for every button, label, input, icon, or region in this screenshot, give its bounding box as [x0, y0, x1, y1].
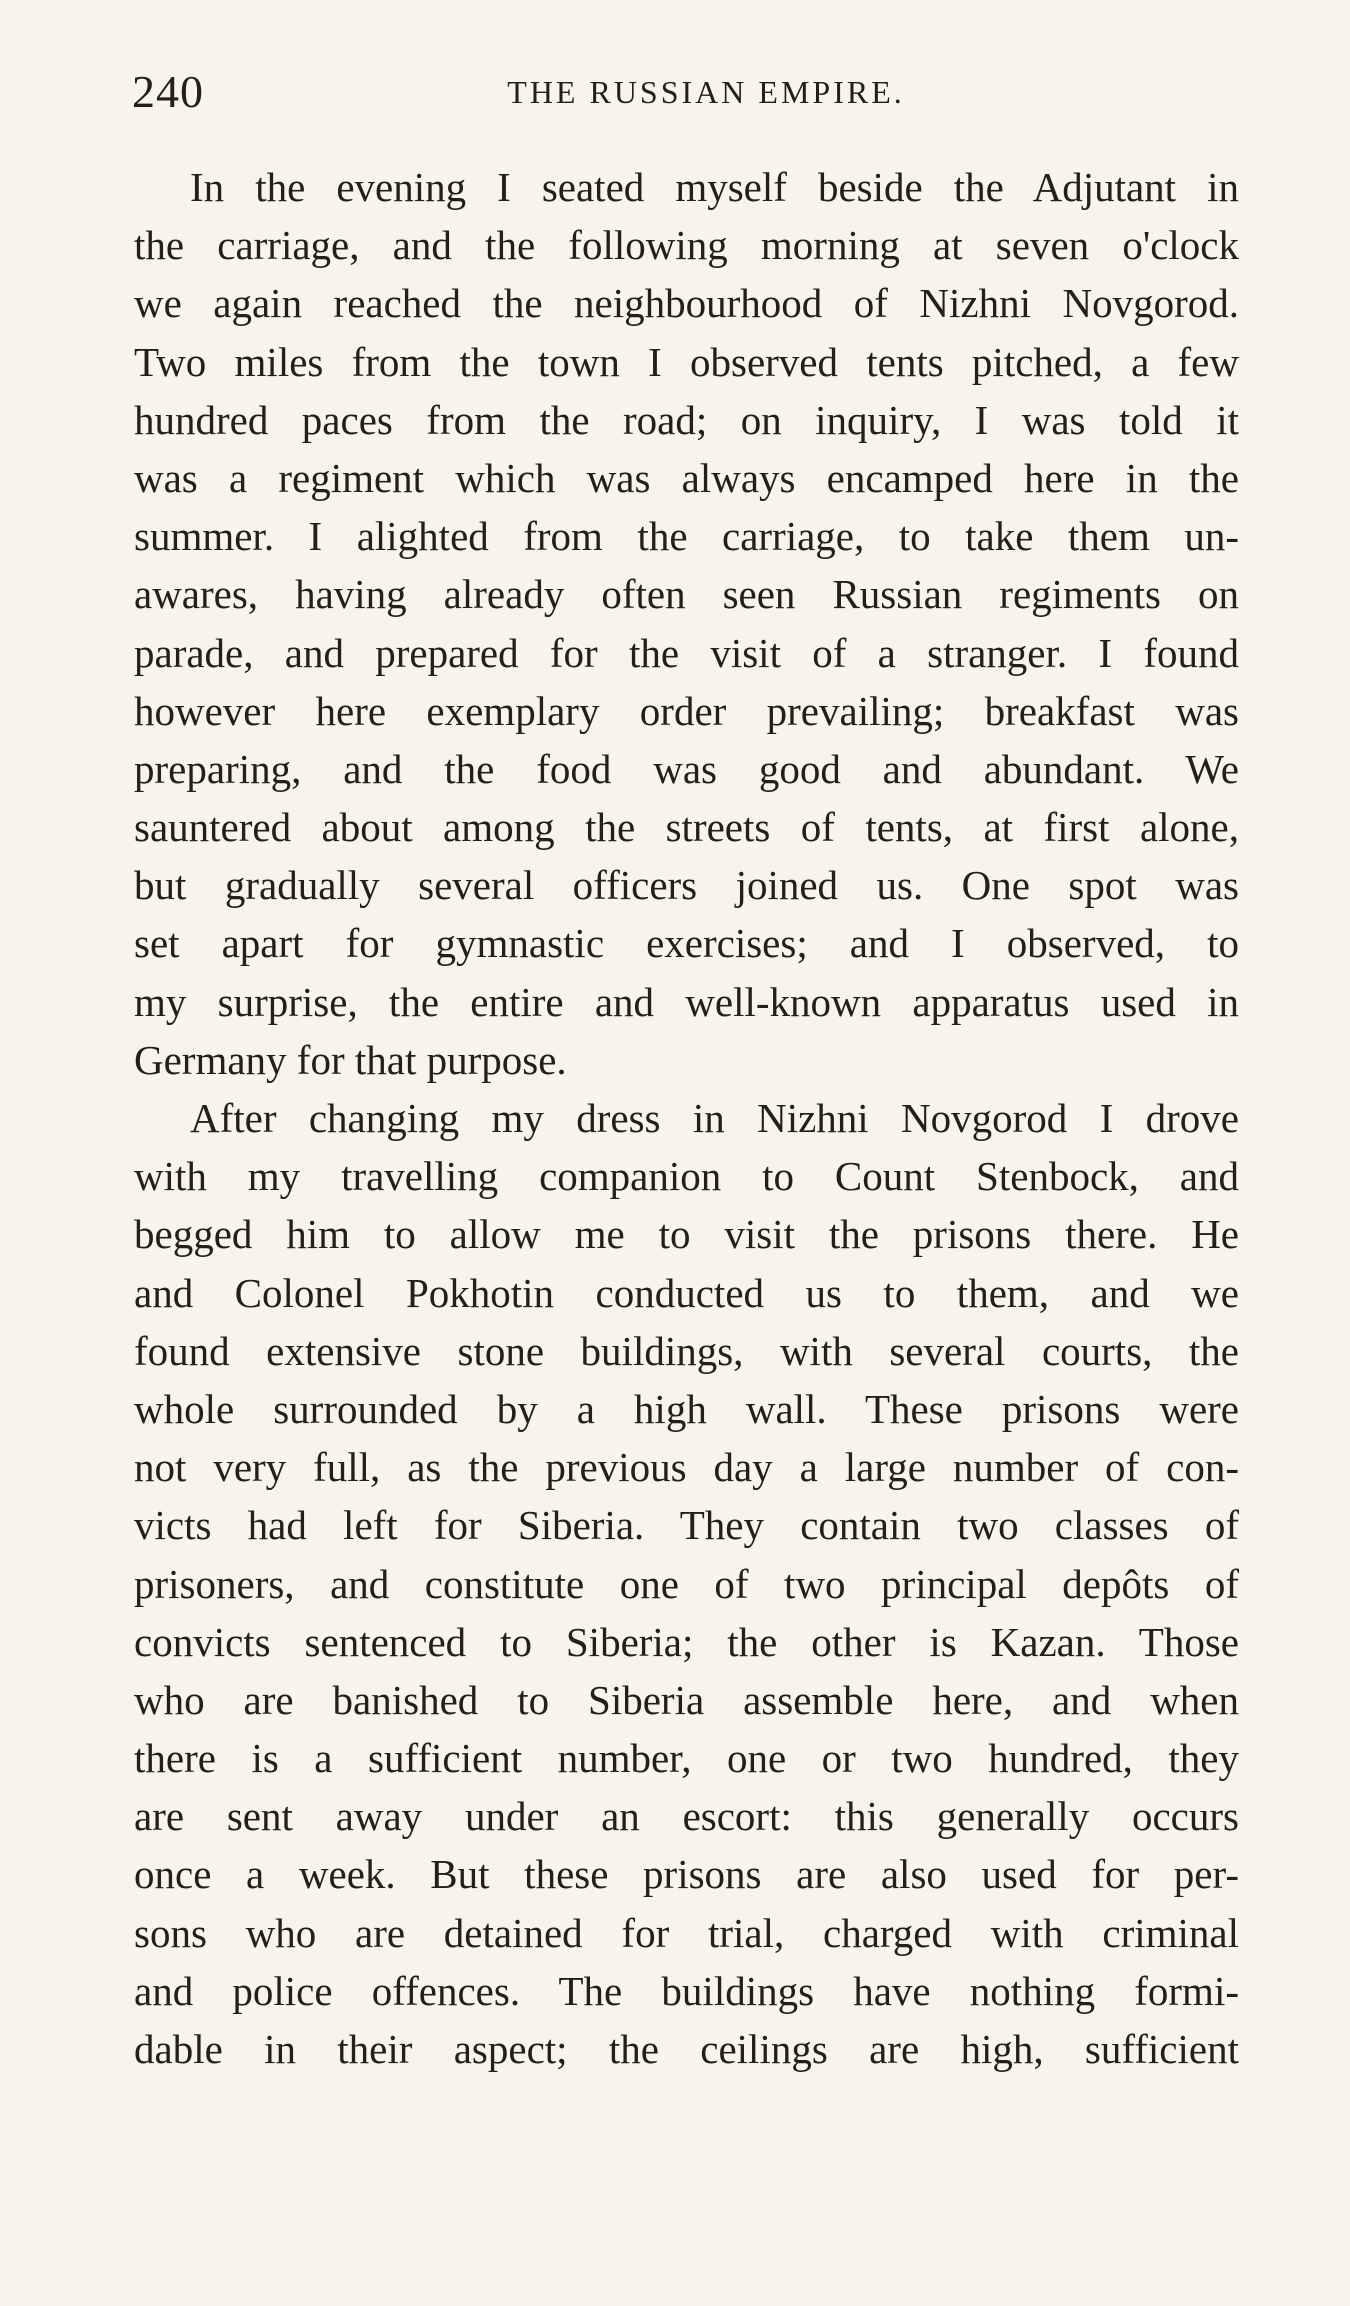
text-line: found extensive stone buildings, with several courts, the: [134, 1327, 1239, 1374]
text-line: sauntered about among the streets of tents, at first alone,: [134, 804, 1239, 851]
running-title: THE RUSSIAN EMPIRE.: [507, 74, 905, 110]
text-line: summer. I alighted from the carriage, to take them un-: [134, 513, 1239, 560]
text-line: preparing, and the food was good and abundant. We: [134, 745, 1239, 792]
text-line: was a regiment which was always encamped here in the: [134, 454, 1239, 501]
text-line: prisoners, and constitute one of two principal depôts of: [134, 1560, 1239, 1607]
body-text: [134, 158, 1239, 2078]
text-line: hundred paces from the road; on inquiry, I was told it: [134, 396, 1239, 443]
text-line: but gradually several officers joined us. One spot was: [134, 862, 1239, 909]
text-line: however here exemplary order prevailing; breakfast was: [134, 687, 1239, 734]
text-line: and Colonel Pokhotin conducted us to them, and we: [134, 1269, 1239, 1316]
text-line: with my travelling companion to Count Stenbock, and: [134, 1153, 1239, 1200]
text-line: are sent away under an escort: this generally occurs: [134, 1793, 1239, 1840]
text-line: who are banished to Siberia assemble here, and when: [134, 1676, 1239, 1723]
text-line: Germany for that purpose.: [134, 1036, 567, 1083]
text-line: set apart for gymnastic exercises; and I observed, to: [134, 920, 1239, 967]
text-line: my surprise, the entire and well-known apparatus used in: [134, 978, 1239, 1025]
text-line: once a week. But these prisons are also used for per-: [134, 1851, 1239, 1898]
text-line: convicts sentenced to Siberia; the other is Kazan. Those: [134, 1618, 1239, 1665]
text-line: the carriage, and the following morning at seven o'clock: [134, 222, 1239, 269]
text-line: not very full, as the previous day a large number of con-: [134, 1444, 1239, 1491]
text-line: there is a sufficient number, one or two hundred, they: [134, 1735, 1239, 1782]
text-line: awares, having already often seen Russian regiments on: [134, 571, 1239, 618]
text-line: dable in their aspect; the ceilings are high, sufficient: [134, 2026, 1239, 2072]
text-line: whole surrounded by a high wall. These prisons were: [134, 1385, 1239, 1432]
text-line: sons who are detained for trial, charged with criminal: [134, 1909, 1239, 1956]
text-line: In the evening I seated myself beside the Adjutant in: [190, 164, 1239, 210]
text-line: victs had left for Siberia. They contain two classes of: [134, 1502, 1239, 1549]
text-line: After changing my dress in Nizhni Novgorod I drove: [190, 1095, 1239, 1141]
text-line: we again reached the neighbourhood of Nizhni Novgorod.: [134, 280, 1239, 327]
page-number: 240: [132, 66, 204, 117]
text-line: and police offences. The buildings have nothing formi-: [134, 1967, 1239, 2014]
text-line: begged him to allow me to visit the prisons there. He: [134, 1211, 1239, 1258]
text-line: Two miles from the town I observed tents pitched, a few: [134, 338, 1239, 385]
running-head: [132, 62, 1240, 122]
text-line: parade, and prepared for the visit of a stranger. I found: [134, 629, 1239, 676]
